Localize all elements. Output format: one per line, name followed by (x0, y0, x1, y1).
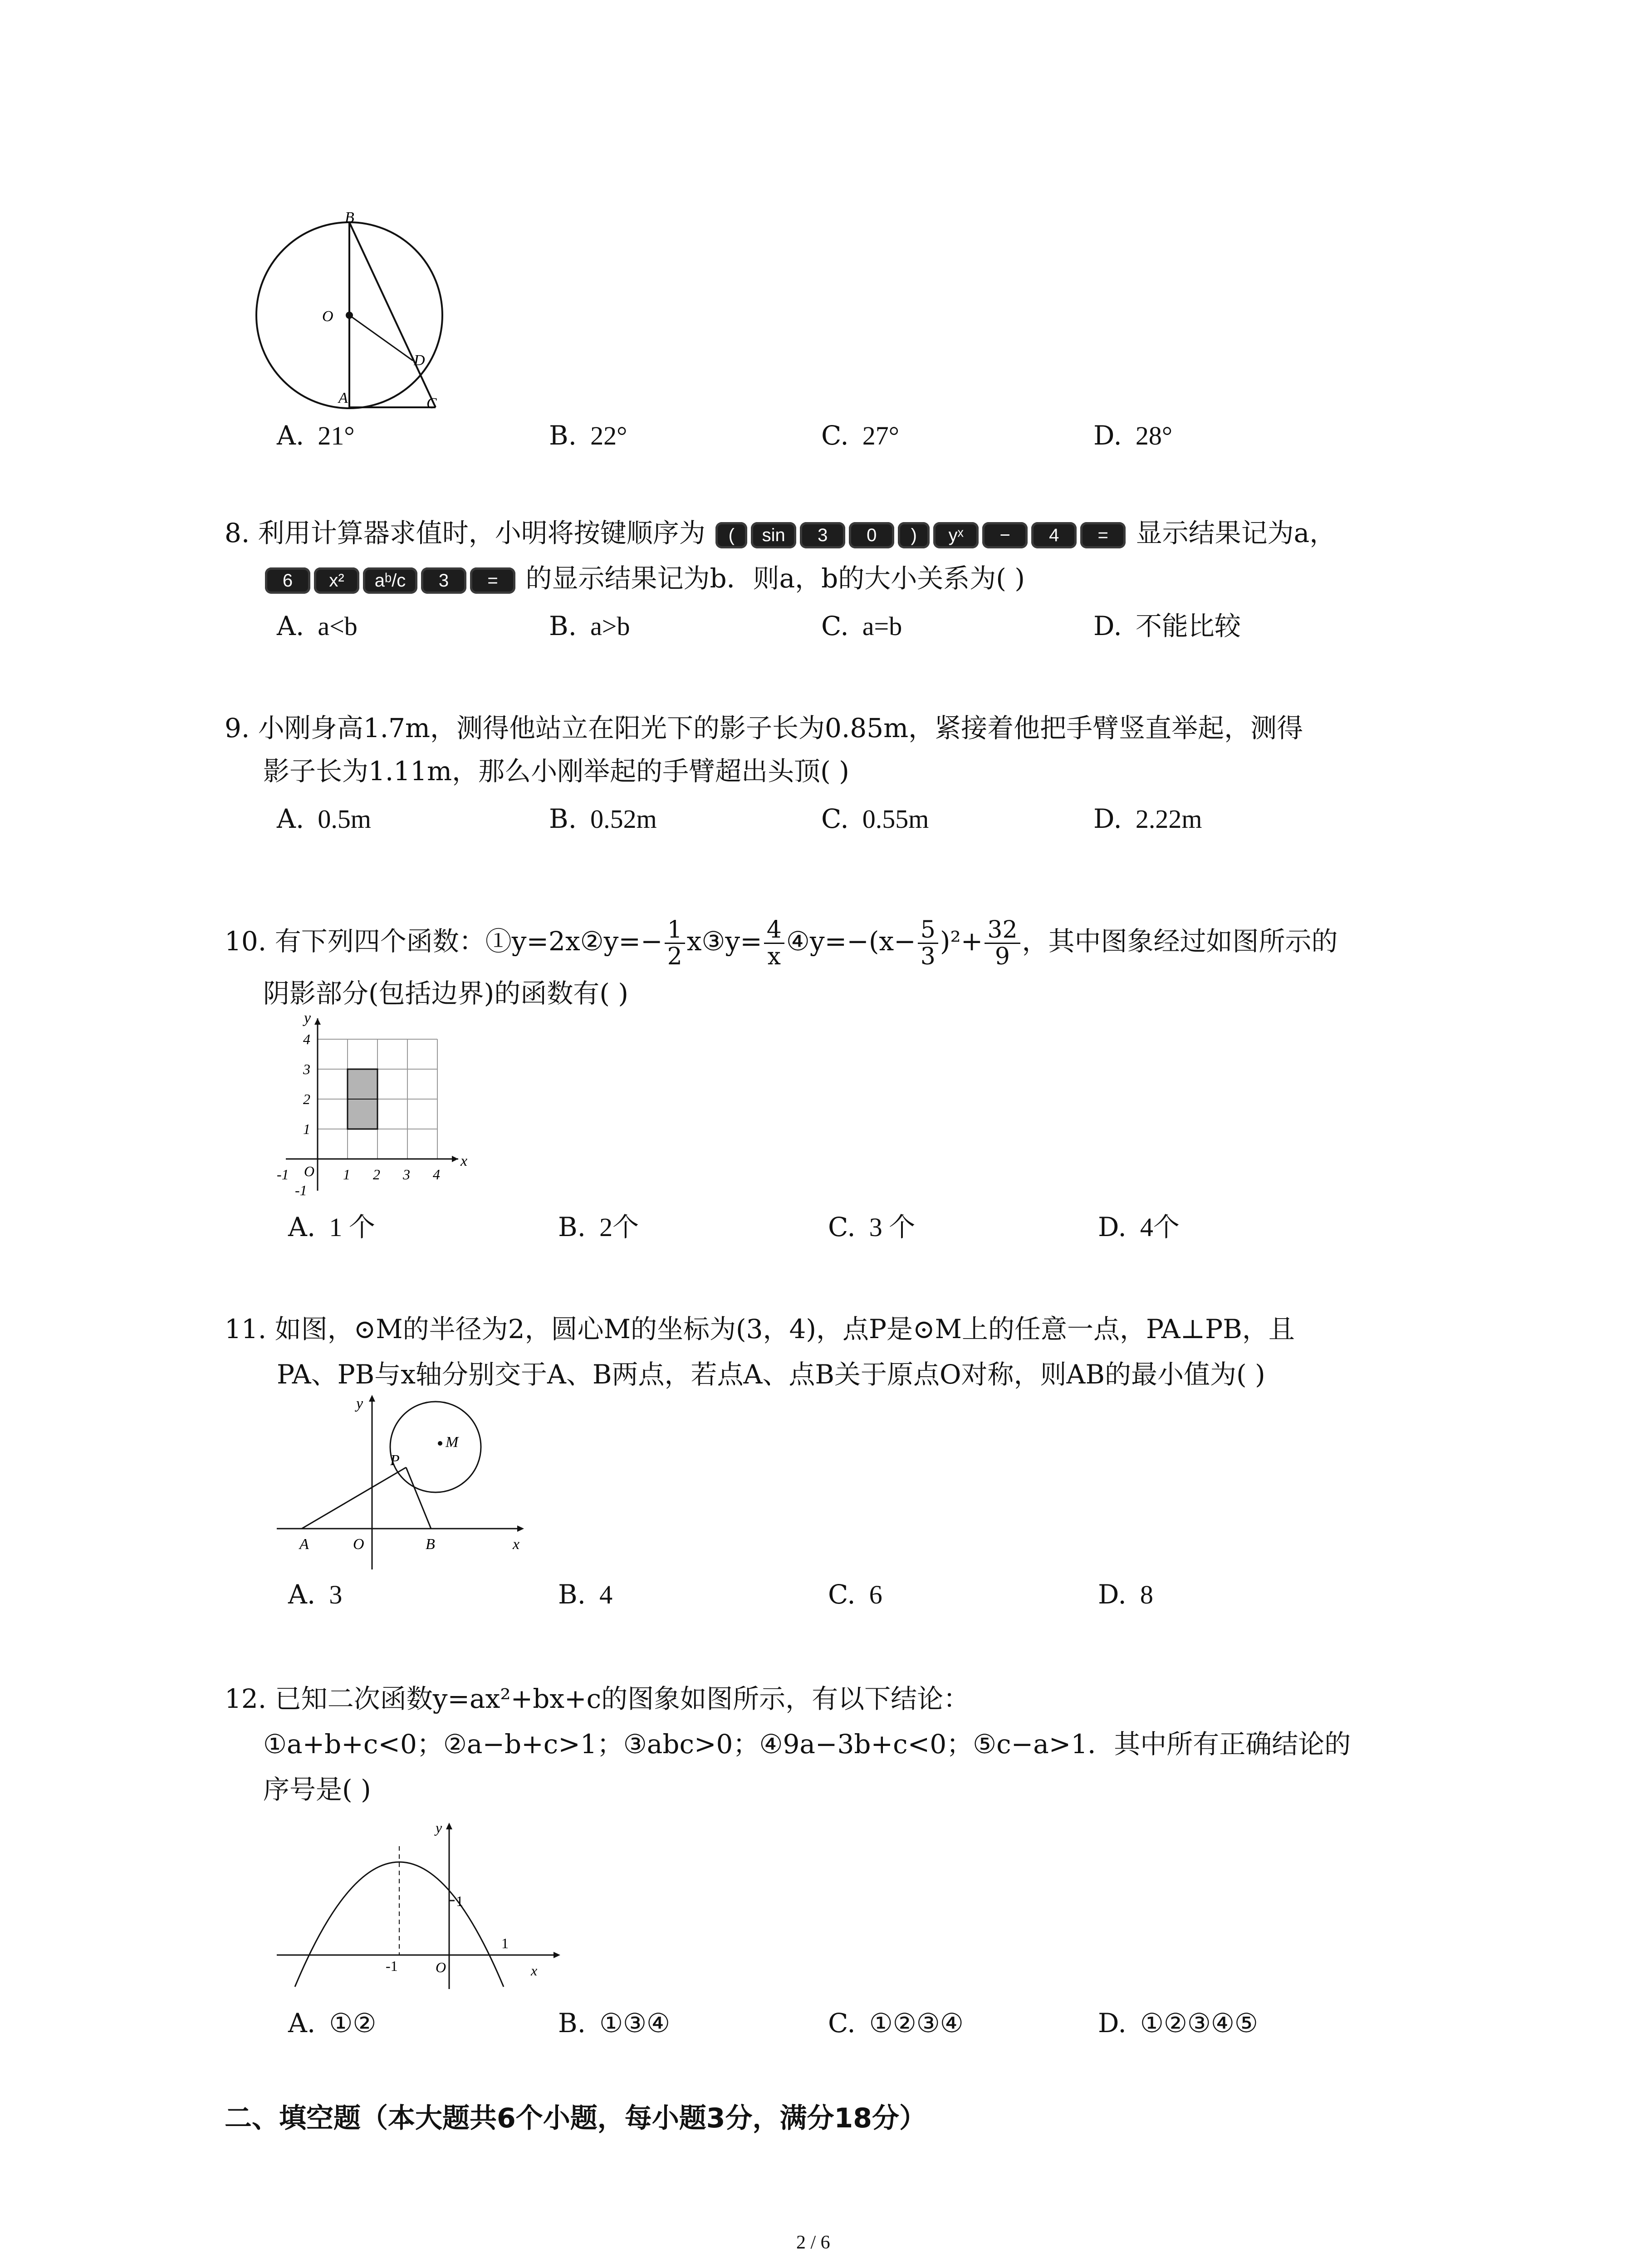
q10-xtick-2: 2 (373, 1166, 380, 1183)
q10-ytick-4: 4 (303, 1031, 310, 1047)
q12-line1 (225, 1683, 970, 1715)
q11-line1 (225, 1313, 1295, 1345)
q7-label-o: O (322, 308, 333, 325)
q7-label-c: C (426, 395, 437, 412)
q7-option-a: A. 21° (277, 420, 355, 451)
q10-line2: 阴影部分(包括边界)的函数有( ) (263, 978, 628, 1009)
calc-key-equals-2: = (470, 567, 515, 594)
q10-xtick-4: 4 (433, 1166, 440, 1183)
q10-frac-2: $\frac{4}{x}$ (764, 917, 784, 969)
section-2-heading: 二、填空题（本大题共6个小题，每小题3分，满分18分） (225, 2102, 926, 2134)
q10-option-a: A. 1 个 (288, 1212, 375, 1242)
calc-key-open-paren: ( (715, 522, 747, 548)
q9-text-1: 小刚身高1.7m，测得他站立在阳光下的影子长为0.85m，紧接着他把手臂竖直举起，测得 (258, 713, 1303, 743)
q12-label-1y: 1 (456, 1893, 463, 1909)
q8-option-b: B. a>b (549, 611, 630, 641)
q11-label-p: P (390, 1452, 400, 1469)
q7-circle-figure (254, 209, 463, 413)
calc-key-close-paren: ) (898, 522, 930, 548)
q12-number: 12. (225, 1683, 267, 1714)
q7-label-a: A (338, 390, 348, 406)
q10-mid-3: )²+ (940, 926, 983, 957)
q11-label-x: x (513, 1536, 520, 1553)
q10-ytick-2: 2 (303, 1091, 310, 1107)
calc-key-0: 0 (849, 522, 894, 548)
q8-line2-tail: 的显示结果记为b．则a，b的大小关系为( ) (525, 563, 1025, 594)
q12-line2: ①a+b+c<0；②a−b+c>1；③abc>0；④9a−3b+c<0；⑤c−a>1．其中所有正确结论的 (263, 1729, 1351, 1760)
q10-grid-figure (277, 1009, 485, 1200)
q10-option-c: C. 3 个 (828, 1212, 916, 1242)
q10-axis-y: y (304, 1010, 311, 1026)
q11-label-a: A (299, 1536, 309, 1553)
q12-label-y: y (436, 1819, 442, 1836)
q10-line1 (225, 912, 1338, 971)
q11-circle-figure (277, 1393, 531, 1574)
q8-line1-tail: 显示结果记为a， (1136, 518, 1336, 548)
q7-label-d: D (414, 352, 425, 369)
q10-option-d: D. 4个 (1098, 1212, 1180, 1242)
q11-option-b: B. 4 (558, 1579, 613, 1610)
q12-option-a: A. ①② (288, 2008, 377, 2038)
q10-intro: 有下列四个函数：①y=2x②y=− (274, 926, 663, 957)
q11-line2: PA、PB与x轴分别交于A、B两点，若点A、点B关于原点O对称，则AB的最小值为( ) (277, 1359, 1265, 1390)
q12-option-c: C. ①②③④ (828, 2008, 964, 2038)
calc-key-3: 3 (800, 522, 845, 548)
q10-axis-o: O (304, 1163, 315, 1179)
q11-text-1: 如图，⊙M的半径为2，圆心M的坐标为(3，4)，点P是⊙M上的任意一点，PA⊥PB，且 (274, 1314, 1295, 1344)
q10-frac-4: $\frac{32}{9}$ (985, 917, 1020, 969)
q10-number: 10. (225, 926, 267, 957)
q10-xtick--1: -1 (277, 1166, 289, 1183)
q10-mid-1: x③y= (686, 926, 762, 957)
q11-label-m: M (446, 1434, 459, 1451)
q10-frac-3: $\frac{5}{3}$ (918, 917, 938, 969)
q11-option-d: D. 8 (1098, 1579, 1153, 1610)
q11-option-a: A. 3 (288, 1579, 343, 1610)
q10-xtick-1: 1 (343, 1166, 350, 1183)
q8-line1 (225, 517, 1336, 549)
q8-option-d: D. 不能比较 (1093, 611, 1241, 641)
calc-key-sin: sin (751, 522, 796, 548)
q7-option-c: C. 27° (821, 420, 899, 451)
q7-option-d: D. 28° (1093, 420, 1173, 451)
q9-option-d: D. 2.22m (1093, 803, 1202, 834)
q8-text: 利用计算器求值时，小明将按键顺序为 (258, 518, 705, 548)
q8-option-c: C. a=b (821, 611, 902, 641)
calc-key-fraction: aᵇ/c (363, 567, 417, 594)
q9-line2: 影子长为1.11m，那么小刚举起的手臂超出头顶( ) (263, 756, 849, 787)
q12-option-d: D. ①②③④⑤ (1098, 2008, 1258, 2038)
q11-number: 11. (225, 1314, 267, 1344)
q12-label-neg1: -1 (386, 1958, 398, 1974)
q11-label-y: y (356, 1395, 363, 1412)
page-number: 2 / 6 (796, 2232, 830, 2253)
q10-option-b: B. 2个 (558, 1212, 639, 1242)
q12-option-b: B. ①③④ (558, 2008, 671, 2038)
calc-key-square: x² (314, 567, 359, 594)
q9-number: 9. (225, 713, 250, 743)
q9-option-a: A. 0.5m (277, 803, 371, 834)
calc-key-6: 6 (265, 567, 310, 594)
q12-line3: 序号是( ) (263, 1774, 371, 1805)
calc-key-power: yˣ (933, 522, 979, 548)
q9-option-b: B. 0.52m (549, 803, 657, 834)
q10-axis-x: x (460, 1153, 468, 1169)
q9-option-c: C. 0.55m (821, 803, 929, 834)
q10-frac-1: $\frac{1}{2}$ (665, 917, 685, 969)
q8-number: 8. (225, 518, 250, 548)
q10-ytick-1: 1 (303, 1121, 310, 1137)
calc-key-4: 4 (1031, 522, 1077, 548)
q11-option-c: C. 6 (828, 1579, 882, 1610)
q10-mid-2: ④y=−(x− (786, 926, 916, 957)
calc-key-equals: = (1080, 522, 1126, 548)
q10-xtick-3: 3 (403, 1166, 410, 1183)
q8-option-a: A. a<b (277, 611, 358, 641)
q11-label-o: O (353, 1536, 364, 1553)
q7-option-b: B. 22° (549, 420, 627, 451)
calc-key-minus: − (982, 522, 1028, 548)
q8-line2 (263, 562, 1025, 594)
q12-label-o: O (436, 1959, 446, 1975)
calc-key-3b: 3 (421, 567, 466, 594)
q9-line1 (225, 712, 1303, 744)
q7-label-b: B (345, 209, 354, 226)
q12-parabola-figure (277, 1819, 567, 1996)
q12-text-1: 已知二次函数y=ax²+bx+c的图象如图所示，有以下结论： (274, 1683, 970, 1714)
q10-ytick-3: 3 (303, 1061, 310, 1077)
q10-tail: ，其中图象经过如图所示的 (1022, 926, 1338, 957)
q12-label-x: x (531, 1962, 538, 1979)
q10-ytick--1: -1 (295, 1182, 307, 1198)
q12-label-1x: 1 (501, 1935, 509, 1951)
q11-label-b: B (426, 1536, 435, 1553)
